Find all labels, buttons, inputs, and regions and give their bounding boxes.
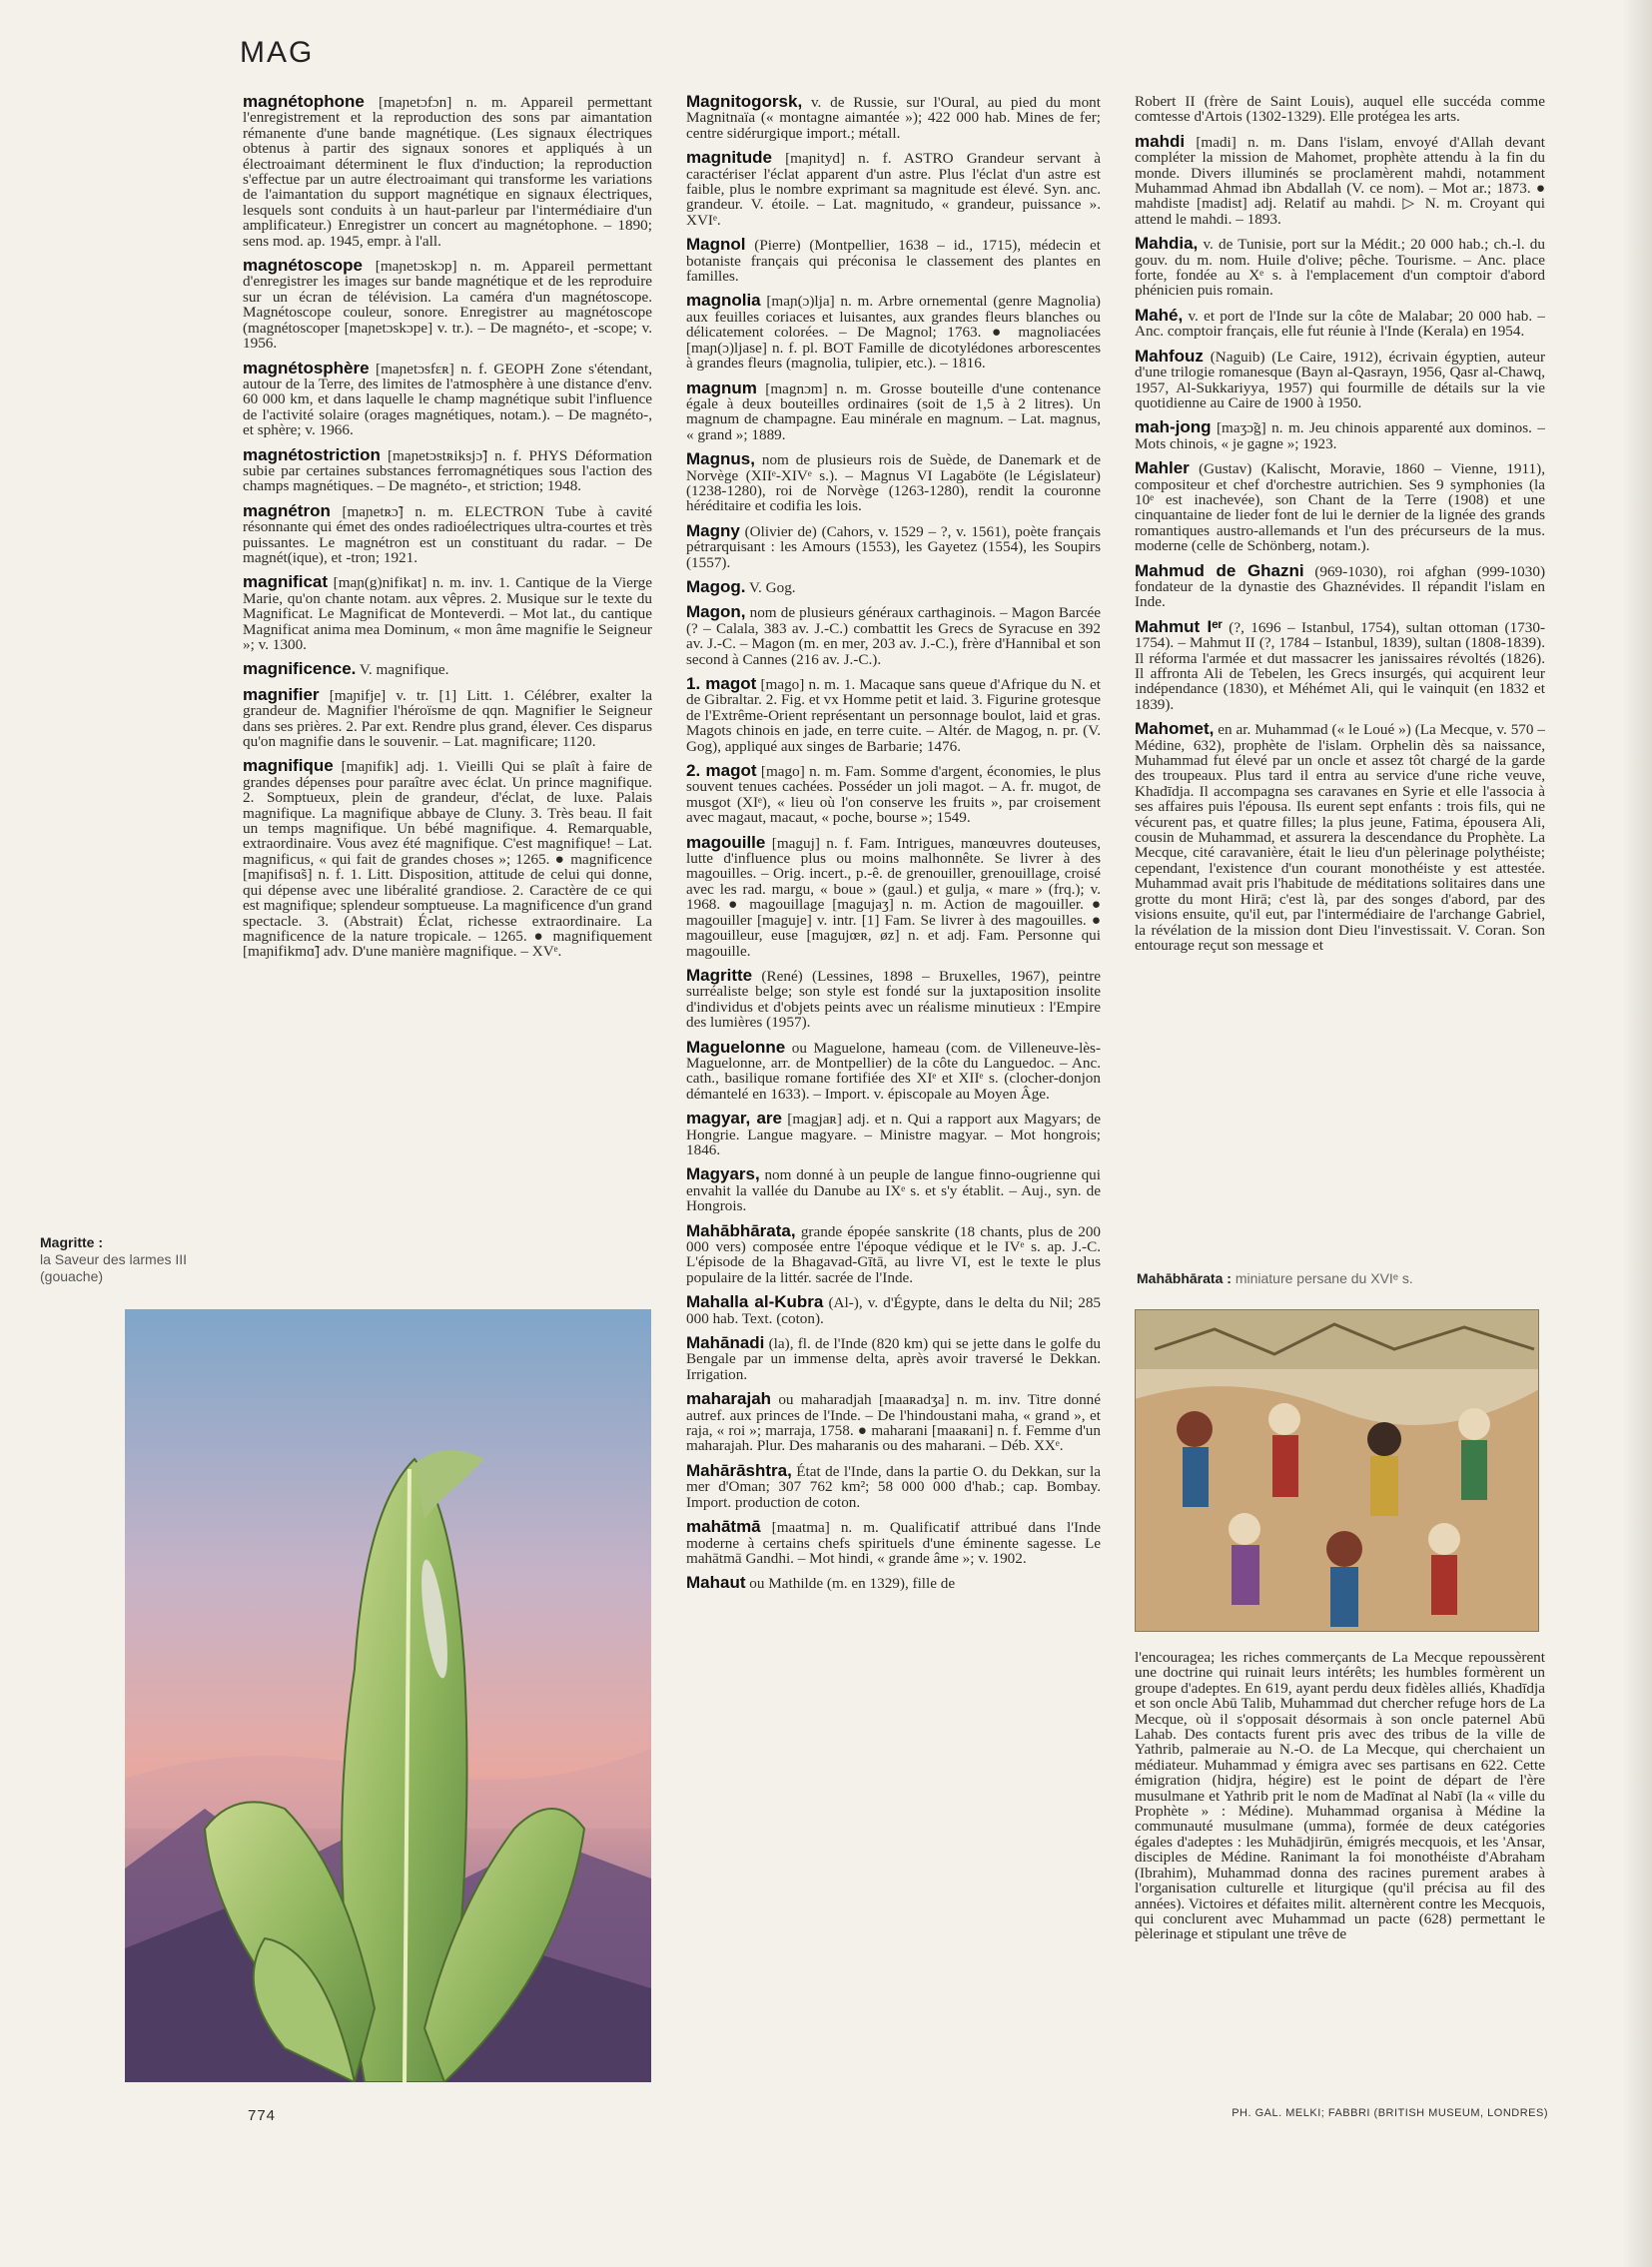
page-edge-shadow [1622,0,1652,2267]
column-3 [1135,94,1545,1262]
entry-definition: (Al-), v. d'Égypte, dans le delta du Nil; 285 000 hab. Text. (coton). [686,1294,1101,1327]
dictionary-entry [686,832,1101,960]
entry-definition: V. Gog. [749,578,796,596]
entry-definition: ou Maguelone, hameau (com. de Villeneuve-lès-Maguelonne, arr. de Montpellier) de la côte du Languedoc. – Anc. cath., basilique romane fortifiée des XIᵉ et XIIᵉ s. (clocher-donjon démantelé en 1633). – Import. v. épiscopale au Moyen Âge. [686,1039,1101,1103]
dictionary-entry [1135,305,1545,341]
persian-miniature-image [1135,1309,1539,1632]
dictionary-entry [243,500,652,566]
entry-definition: nom donné à un peuple de langue finno-ougrienne qui envahit la vallée du Danube au IXᵉ s. et s'y établit. – Auj., syn. de Hongrois. [686,1166,1101,1215]
column-1 [243,94,652,1292]
dictionary-entry [686,604,1101,667]
entry-headword: Magnus, [686,449,755,469]
entry-headword: magnifier [243,684,320,704]
dictionary-entry [686,150,1101,228]
entry-headword: magnificence. [243,659,357,679]
entry-definition: [maɲetɔsfɛʀ] n. f. GEOPH Zone s'étendant, autour de la Terre, des limites de l'atmosphère à une distance d'env. 60 000 km, et dans laquelle le champ magnétique subit l'influence de l'activité solaire (orages magnétiques, notam.). – De magnéto-, et sphère; v. 1966. [243,360,652,439]
entry-definition: v. de Tunisie, port sur la Médit.; 20 000 hab.; ch.-l. du gouv. du m. nom. Huile d'olive; pêche. Tourisme. – Anc. place forte, fondée au Xᵉ s. à l'emplacement d'un comptoir d'abord phénicien puis romain. [1135,236,1545,300]
dictionary-entry [686,380,1101,443]
entry-definition: [maɲ(g)nifikat] n. m. inv. 1. Cantique de la Vierge Marie, qu'on chante notam. aux vêpres. 2. Musique sur le texte du Magnificat. Le Magnificat de Monteverdi. – Mot lat., du cantique Magnificat anima mea Dominum, « mon âme magnifie le Seigneur »; v. 1300. [243,574,652,653]
dictionary-entry [243,258,652,351]
entry-definition: ou maharadjah [maaʀadʒa] n. m. inv. Titre donné autref. aux princes de l'Inde. – De l'hindoustani maha, « grand », et raja, « roi »; marraja, 1758. ● maharani [maaʀani] n. f. Femme d'un maharajah. Plur. Des maharanis ou des maharani. – Déb. XXᵉ. [686,1391,1101,1455]
entry-headword: Magny [686,520,740,540]
entry-headword: Mahler [1135,458,1190,478]
entry-definition: État de l'Inde, dans la partie O. du Dekkan, sur la mer d'Oman; 307 762 km²; 58 000 000 d'hab.; cap. Bombay. Import. production de coton. [686,1462,1101,1511]
entry-definition: (969-1030), roi afghan (999-1030) fondateur de la dynastie des Ghaznévides. Il répandit l'islam en Inde. [1135,562,1545,611]
entry-headword: magnétron [243,500,331,520]
entry-headword: Magnitogorsk, [686,94,803,111]
caption-title: Magritte : [40,1234,103,1250]
entry-headword: magouille [686,832,766,852]
entry-headword: Maguelonne [686,1037,786,1057]
dictionary-entry [686,451,1101,514]
entry-definition: [madi] n. m. Dans l'islam, envoyé d'Allah devant compléter la mission de Mahomet, prophète attendu à la fin du monde. Divers illuminés se proclamèrent mahdi, notamment Muhammad Ahmad ibn Abdallah (V. ce nom). – Mot ar.; 1873. ● mahdiste [madist] adj. Relatif au mahdi. ▷ N. m. Croyant qui attend le mahdi. – 1893. [1135,133,1545,228]
magritte-painting-image [125,1309,651,2082]
entry-headword: magnifique [243,756,334,776]
dictionary-entry [686,1166,1101,1213]
entry-headword: Magritte [686,965,753,985]
entry-definition: (Gustav) (Kalischt, Moravie, 1860 – Vienne, 1911), compositeur et chef d'orchestre autrichien. Ses 9 symphonies (la 10ᵉ est inachevée), son Chant de la Terre (1908) et une cinquantaine de lieder font de lui le dernier de la lignée des grands romantiques austro-allemands et l'un des précurseurs de la mus. moderne (celle de Schönberg, notam.). [1135,460,1545,555]
entry-definition: [maɲetʀɔ̃] n. m. ELECTRON Tube à cavité résonnante qui émet des ondes radioélectriques ultra-courtes et très puissantes. Le magnétron est un constituant du radar. – De magnét(ique), et -tron; 1921. [243,502,652,566]
entry-headword: magnitude [686,148,772,168]
entry-definition: en ar. Muhammad (« le Loué ») (La Mecque, v. 570 – Médine, 632), prophète de l'islam. Orphelin dès sa naissance, Muhammad fut élevé par un oncle et assez tôt chargé de la garde des troupeaux. Plus tard il entra au service d'une riche veuve, Khadīdja. Il accompagna ses caravanes en Syrie et elle l'associa à ses affaires puis l'épousa. Ils eurent sept enfants : trois fils, qui ne vécurent pas, et quatre filles; la plus jeune, Fatima, épousera Ali, cousin de Muhammad, et assurera la descendance du Prophète. La Mecque, cité caravanière, était le lieu d'un pèlerinage polythéiste; cependant, l'existence d'un courant monothéiste y est attestée. Muhammad avait pris l'habitude de méditations solitaires dans une grotte du mont Hirā; c'est là, par des songes d'abord, par des visions ensuite, qu'il eut, par l'intermédiaire de l'archange Gabriel, la révélation de la mission dont Dieu l'investissait. V. Coran. Son entourage reçut son message et [1135,721,1545,954]
entry-definition: V. magnifique. [359,661,449,679]
dictionary-entry [686,237,1101,284]
running-head: MAG [240,36,315,69]
entry-headword: Mahmut Iᵉʳ [1135,616,1223,636]
dictionary-entry [686,965,1101,1032]
dictionary-entry [686,1220,1101,1286]
entry-headword: Mahfouz [1135,346,1204,366]
caption-title: Mahābhārata : [1137,1270,1232,1286]
dictionary-entry [1135,131,1545,228]
entry-headword: magnolia [686,291,761,311]
dictionary-entry [1135,616,1545,713]
dictionary-entry [686,293,1101,371]
dictionary-entry [1135,560,1545,611]
entry-headword: Magog. [686,576,746,596]
entry-definition: nom de plusieurs rois de Suède, de Danemark et de Norvège (XIIᵉ-XIVᵉ s.). – Magnus VI Lagaböte (le Législateur) (1238-1280), roi de Norvège (1263-1280), rendit la couronne héréditaire et codifia les lois. [686,451,1101,515]
dictionary-entry [243,358,652,439]
dictionary-entry [243,684,652,751]
entry-headword: Magon, [686,602,746,622]
caption-text: miniature persane du XVIᵉ s. [1235,1270,1413,1286]
entry-definition: [magjaʀ] adj. et n. Qui a rapport aux Magyars; de Hongrie. Langue magyare. – Ministre magyar. – Mot hongrois; 1846. [686,1111,1101,1158]
dictionary-entry [686,1575,1101,1591]
dictionary-entry [686,1460,1101,1511]
entry-headword: Mahalla al-Kubra [686,1292,824,1312]
dictionary-entry [243,444,652,495]
dictionary-entry [686,763,1101,826]
entry-definition: grande épopée sanskrite (18 chants, plus de 200 000 vers) composée entre l'époque védique et le IVᵉ s. ap. J.-C. L'épisode de la Bhagavad-Gītā, au livre VI, est le texte le plus populaire de la littér. sacrée de l'Inde. [686,1222,1101,1286]
dictionary-entry [686,1037,1101,1103]
entry-headword: magnétophone [243,94,365,111]
entry-headword: magnétostriction [243,444,381,464]
dictionary-entry [1135,419,1545,451]
dictionary-entry [686,1519,1101,1566]
entry-headword: magnétoscope [243,256,363,276]
column-3-continued: l'encouragea; les riches commerçants de La Mecque repoussèrent une doctrine qui ruinait leurs intérêts; les humbles formèrent un groupe d'adeptes. En 619, ayant perdu deux fidèles alliés, Khadīdja et son oncle Abū Talib, Muhammad dut chercher refuge hors de La Mecque, où il s'opposait désormais à son oncle paternel Abū Lahab. Des contacts furent pris avec des tribus de la ville de Yathrib, palmeraie au N.-O. de La Mecque, qui cherchaient un médiateur. Muhammad y émigra avec ses partisans en 622. Cette émigration (hidjra, hégire) est le point de départ de l'ère musulmane et Yathrib prit le nom de Madīnat al Nabī (la « ville du Prophète » : Médine). Muhammad organisa à Médine la communauté musulmane (umma), formée de deux catégories égales d'adeptes : les Muhādjirūn, émigrés mecquois, et les 'Ansar, disciples de Médine. Ranimant la foi monothéiste d'Abraham (Ibrahim), Muhammad donna des racines purement arabes à l'organisation culturelle et liturgique (qu'il précisa au fil des années). Victoires et défaites milit. alternèrent contre les Mecquois, qui conclurent avec Muhammad un pacte (628) permettant le pèlerinage et stipulant une trêve de [1135,1650,1545,1943]
entry-definition: [maɲetɔstʀiksjɔ̃] n. f. PHYS Déformation subie par certaines substances ferromagnétiques sous l'action des champs magnétiques. – De magnéto-, et striction; 1948. [243,446,652,495]
dictionary-entry [686,1391,1101,1454]
entry-headword: mahātmā [686,1517,761,1537]
entry-headword: mahdi [1135,131,1186,151]
dictionary-entry [686,1111,1101,1157]
entry-headword: Magnol [686,235,746,255]
entry-headword: magnum [686,378,757,397]
dictionary-entry [686,1335,1101,1382]
entry-definition: [mago] n. m. 1. Macaque sans queue d'Afrique du N. et de Gibraltar. 2. Fig. et vx Homme petit et laid. 3. Figurine grotesque de l'Extrême-Orient représentant un personnage boulot, laid et gras. Magots chinois en jade, en terre cuite. – Altér. de Magog, n. pr. (V. Gog), appliqué aux singes de Barbarie; 1476. [686,676,1101,755]
entry-definition: v. et port de l'Inde sur la côte de Malabar; 20 000 hab. – Anc. comptoir français, elle fut réunie à l'Inde (Kerala) en 1954. [1135,307,1545,341]
entry-definition: v. de Russie, sur l'Oural, au pied du mont Magnitnaïa (« montagne aimantée »); 422 000 hab. Mines de fer; centre sidérurgique import.; métall. [686,94,1101,142]
entry-definition: ou Mathilde (m. en 1329), fille de [749,1575,956,1593]
entry-headword: maharajah [686,1389,772,1409]
entry-headword: Mahābhārata, [686,1220,796,1240]
entry-headword: magnétosphère [243,358,370,378]
column-2 [686,94,1101,2091]
dictionary-entry [243,758,652,959]
entry-headword: Mahmud de Ghazni [1135,560,1304,580]
dictionary-entry [686,520,1101,571]
entry-headword: Mahé, [1135,305,1184,325]
entry-definition: (Naguib) (Le Caire, 1912), écrivain égyptien, auteur d'une trilogie romanesque (Bayn al-Qasrayn, 1956, Qasr al-Chawq, 1957, Al-Sukkariyya, 1957) qui fourmille de détails sur la vie quotidienne au Caire de 1900 à 1950. [1135,348,1545,411]
dictionary-entry [243,574,652,652]
entry-headword: mah-jong [1135,417,1212,437]
entry-headword: 2. magot [686,761,757,781]
entry-definition: nom de plusieurs généraux carthaginois. – Magon Barcée (? – Calala, 383 av. J.-C.) combattit les Grecs de Syracuse en 392 av. J.-C. – Magon (m. en mer, 203 av. J.-C.), frère d'Hannibal et son second à Cannes (216 av. J.-C.). [686,604,1101,668]
entry-definition: (Olivier de) (Cahors, v. 1529 – ?, v. 1561), poète français pétrarquisant : les Amours (1553), les Gayetez (1554), les Soupirs (1557). [686,522,1101,571]
dictionary-entry [686,1294,1101,1326]
entry-headword: magnificat [243,572,329,592]
entry-definition: [maɲ(ɔ)ljа] n. m. Arbre ornemental (genre Magnolia) aux feuilles coriaces et luisantes, aux grandes fleurs blanches ou délicatement colorées. – De Magnol; 1763. ● magnoliacées [maɲ(ɔ)ljase] n. f. pl. BOT Famille de dicotylédones arborescentes à grandes fleurs (magnolia, tulipier, etc.). – 1816. [686,293,1101,373]
caption-text: la Saveur des larmes III (gouache) [40,1251,188,1284]
entry-definition: [maatma] n. m. Qualificatif attribué dans l'Inde moderne à certains chefs spirituels d'une éminente sagesse. Le mahātmā Gandhi. – Mot hindi, « grande âme »; v. 1902. [686,1519,1101,1567]
dictionary-entry [1135,94,1545,125]
dictionary-entry [1135,236,1545,299]
entry-headword: Magyars, [686,1164,760,1184]
entry-headword: Mahdia, [1135,234,1199,254]
dictionary-entry [243,661,652,677]
page-number: 774 [248,2107,277,2124]
dictionary-entry [686,576,1101,596]
entry-definition: [maʒɔ̃g] n. m. Jeu chinois apparenté aux dominos. – Mots chinois, « je gagne »; 1923. [1135,419,1545,452]
caption-mahabharata [1137,1270,1556,1287]
entry-definition: Robert II (frère de Saint Louis), auquel elle succéda comme comtesse d'Artois (1302-1329). Elle protégea les arts. [1135,94,1545,126]
dictionary-entry [1135,721,1545,953]
entry-definition: [maɲityd] n. f. ASTRO Grandeur servant à caractériser l'éclat apparent d'un astre. Plus l'éclat d'un astre est faible, plus le nombre exprimant sa magnitude est élevé. Syn. anc. grandeur. V. étoile. – Lat. magnitudo, « grandeur, puissance ». XVIᵉ. [686,150,1101,229]
entry-definition: [maɲifje] v. tr. [1] Litt. 1. Célébrer, exalter la grandeur de. Magnifier l'héroïsme de qqn. Magnifier le Seigneur dans ses prières. 2. Par ext. Rendre plus grand, élever. Ces disparus qu'on magnifie dans le souvenir. – Lat. magnificare; 1120. [243,686,652,751]
entry-definition: [maɲifik] adj. 1. Vieilli Qui se plaît à faire de grandes dépenses pour paraître avec éclat. Un prince magnifique. 2. Somptueux, plein de grandeur, d'éclat, de luxe. Palais magnifique. La magnifique abbaye de Cluny. 3. Très beau. Il fait un temps magnifique. Un bébé magnifique. 4. Remarquable, extraordinaire. Vous avez été magnifique. C'est magnifique! – Lat. magnificus, « qui fait de grandes choses »; 1265. ● magnificence [maɲifisɑ̃s] n. f. 1. Litt. Disposition, attitude de celui qui donne, qui dépense avec une libéralité grandiose. 2. Caractère de ce qui est magnifique; splendeur somptueuse. La magnificence d'un grand spectacle. 3. (Abstrait) Éclat, richesse extraordinaire. La magnificence de la nature tropicale. – 1265. ● magnifiquement [maɲifikmɑ̃] adv. D'une manière magnifique. – XVᵉ. [243,758,652,961]
caption-magritte [40,1234,230,1285]
dictionary-entry [1135,346,1545,411]
entry-definition: [maɲetɔskɔp] n. m. Appareil permettant d'enregistrer les images sur bande magnétique et de les reproduire sur un écran de télévision. La caméra d'un magnétoscope. Magnétoscope couleur, sonore. Enregistrer au magnétoscope (magnétoscoper [maɲetɔskɔpe] v. tr.). – De magnéto-, et -scope; v. 1956. [243,258,652,353]
entry-definition: (René) (Lessines, 1898 – Bruxelles, 1967), peintre surréaliste belge; son style est fondé sur la juxtaposition insolite d'individus et d'objets peints avec un réalisme minutieux : l'Empire des lumières (1957). [686,967,1101,1032]
dictionary-entry [243,94,652,249]
entry-definition: [maɲetɔfɔn] n. m. Appareil permettant l'enregistrement et la reproduction des sons par aimantation rémanente d'une bande magnétique. (Les signaux électriques obtenus à partir des signaux sonores et appliqués à un électroaimant déterminent le flux d'induction; la reproduction s'effectue par un autre électroaimant qui transforme les variations de l'aimantation du support magnétique en signaux électriques, lesquels sont conduits à un haut-parleur par l'intermédiaire d'un amplificateur.) Enregistrer un concert au magnétophone. – 1890; sens mod. ap. 1945, empr. à l'all. [243,94,652,250]
entry-headword: Mahomet, [1135,719,1215,739]
entry-headword: Mahārāshtra, [686,1460,792,1480]
entry-definition: (la), fl. de l'Inde (820 km) qui se jette dans le golfe du Bengale par un immense delta, après avoir traversé le Dekkan. Irrigation. [686,1335,1101,1383]
dictionary-entry [1135,460,1545,553]
entry-headword: 1. magot [686,674,757,693]
photo-credit: PH. GAL. MELKI; FABBRI (BRITISH MUSEUM, LONDRES) [1232,2107,1548,2119]
entry-definition: [magnɔm] n. m. Grosse bouteille d'une contenance égale à deux bouteilles ordinaires (soit de 1,5 à 2 litres). Un magnum de champagne. Eau minérale en magnum. – Lat. magnus, « grand »; 1889. [686,379,1101,443]
entry-headword: Mahaut [686,1573,746,1593]
entry-definition: (Pierre) (Montpellier, 1638 – id., 1715), médecin et botaniste français qui préconisa le classement des plantes en familles. [686,237,1101,286]
dictionary-entry [686,676,1101,754]
entry-definition: (?, 1696 – Istanbul, 1754), sultan ottoman (1730-1754). – Mahmut II (?, 1784 – Istanbul, 1839), sultan (1808-1839). Il réforma l'armée et dut massacrer les janissaires révoltés (1826). Il affronta Ali de Tebelen, les Grecs insurgés, qui acquirent leur indépendance (1830), et Méhémet Ali, qui le vainquit (en 1832 et 1839). [1135,618,1545,713]
entry-headword: Mahānadi [686,1333,765,1353]
entry-headword: magyar, are [686,1109,782,1129]
dictionary-entry [686,94,1101,141]
entry-definition: [mago] n. m. Fam. Somme d'argent, économies, le plus souvent tenues cachées. Posséder un joli magot. – A. fr. mugot, de musgot (XIᵉ), « lieu où l'on conserve les fruits », par croisement avec magaut, macaut, « poche, bourse »; 1549. [686,763,1101,827]
entry-definition: [maguj] n. f. Fam. Intrigues, manœuvres douteuses, lutte d'influence plus ou moins malhonnête. Se livrer à des magouilles. – Orig. incert., p.-ê. de grenouiller, grenouillage, croisé avec les rad. margu, « boue » (gaul.) et gulja, « mare » (frq.); v. 1968. ● magouillage [magujaʒ] n. m. Action de magouiller. ● magouiller [maguje] v. intr. [1] Fam. Se livrer à des magouilles. ● magouilleur, euse [magujœʀ, øz] n. et adj. Fam. Personne qui magouille. [686,834,1101,960]
